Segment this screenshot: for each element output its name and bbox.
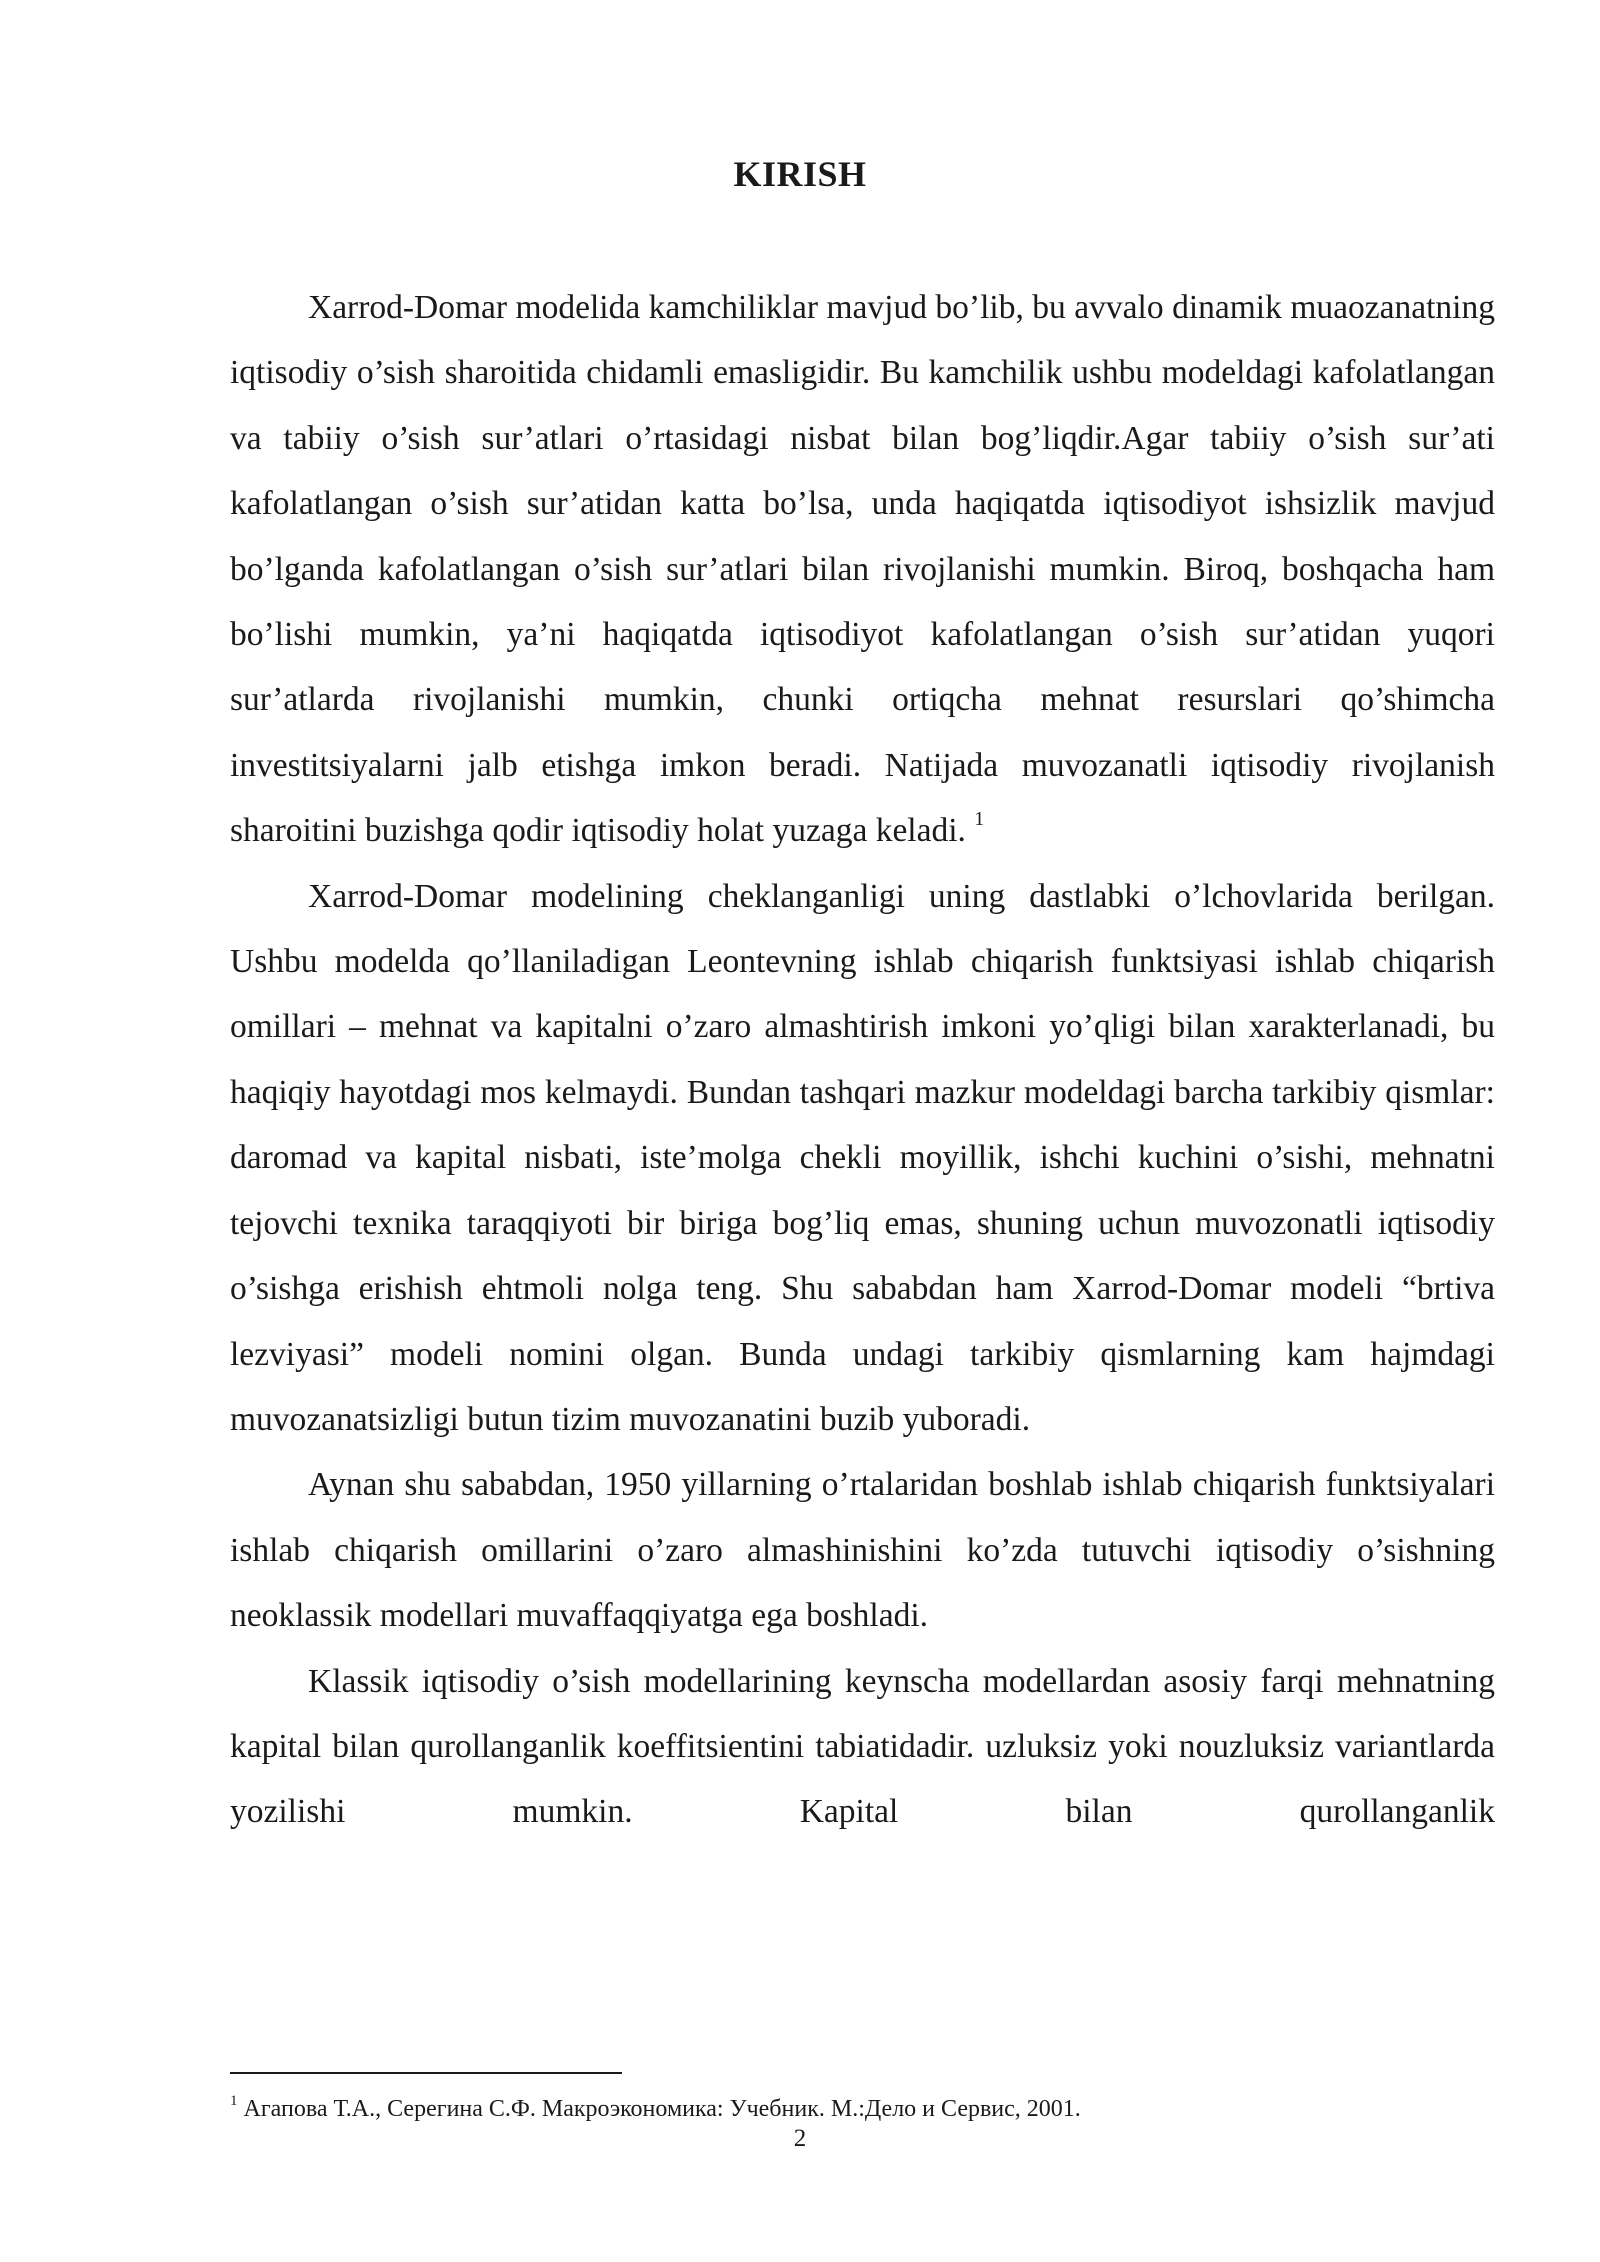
paragraph-4 — [230, 1649, 1495, 1845]
section-title: KIRISH — [733, 154, 867, 194]
paragraph-2-text: Xarrod-Domar modelining cheklanganligi uning dastlabki o’lchovlarida berilgan. Ushbu modelda qo’llaniladigan Leontevning ishlab chiqarish funktsiyasi ishlab chiqarish omillari – mehnat va kapitalni o’zaro almashtirish imkoni yo’qligi bilan xarakterlanadi, bu haqiqiy hayotdagi mos kelmaydi. Bundan tashqari mazkur modeldagi barcha tarkibiy qismlar: daromad va kapital nisbati, iste’molga chekli moyillik, ishchi kuchini o’sishi, mehnatni tejovchi texnika taraqqiyoti bir biriga bog’liq emas, shuning uchun muvozonatli iqtisodiy o’sishga erishish ehtmoli nolga teng. Shu sababdan ham Xarrod-Domar modeli “brtiva lezviyasi” modeli nomini olgan. Bunda undagi tarkibiy qismlarning kam hajmdagi muvozanatsizligi butun tizim muvozanatini buzib yuboradi. — [230, 877, 1495, 1438]
footnote — [230, 2088, 1495, 2124]
footnote-marker: 1 — [230, 2093, 238, 2109]
page-number: 2 — [793, 2125, 807, 2152]
footnote-separator — [230, 2072, 622, 2074]
paragraph-1 — [230, 275, 1495, 864]
paragraph-3-text: Aynan shu sababdan, 1950 yillarning o’rtalaridan boshlab ishlab chiqarish funktsiyalari ishlab chiqarish omillarini o’zaro almashinishini ko’zda tutuvchi iqtisodiy o’sishning neoklassik modellari muvaffaqqiyatga ega boshladi. — [230, 1466, 1495, 1635]
paragraph-4-text: Klassik iqtisodiy o’sish modellarining keynscha modellardan asosiy farqi mehnatning kapital bilan qurollanganlik koeffitsientini tabiatidadir. uzluksiz yoki nouzluksiz variantlarda yozilishi mumkin. Kapital bilan qurollanganlik — [230, 1662, 1495, 1831]
paragraph-3 — [230, 1452, 1495, 1648]
footnote-reference[interactable]: 1 — [974, 808, 985, 831]
paragraph-1-text: Xarrod-Domar modelida kamchiliklar mavjud bo’lib, bu avvalo dinamik muaozanatning iqtisodiy o’sish sharoitida chidamli emasligidir. Bu kamchilik ushbu modeldagi kafolatlangan va tabiiy o’sish sur’atlari o’rtasidagi nisbat bilan bog’liqdir.Agar tabiiy o’sish sur’ati kafolatlangan o’sish sur’atidan katta bo’lsa, unda haqiqatda iqtisodiyot ishsizlik mavjud bo’lganda kafolatlangan o’sish sur’atlari bilan rivojlanishi mumkin. Biroq, boshqacha ham bo’lishi mumkin, ya’ni haqiqatda iqtisodiyot kafolatlangan o’sish sur’atidan yuqori sur’atlarda rivojlanishi mumkin, chunki ortiqcha mehnat resurslari qo’shimcha investitsiyalarni jalb etishga imkon beradi. Natijada muvozanatli iqtisodiy rivojlanish sharoitini buzishga qodir iqtisodiy holat yuzaga keladi. — [230, 289, 1495, 850]
body-text — [230, 275, 1495, 1845]
paragraph-2 — [230, 864, 1495, 1453]
footnote-text: Агапова Т.А., Серегина С.Ф. Макроэкономика: Учебник. М.:Дело и Сервис, 2001. — [237, 2096, 1081, 2122]
